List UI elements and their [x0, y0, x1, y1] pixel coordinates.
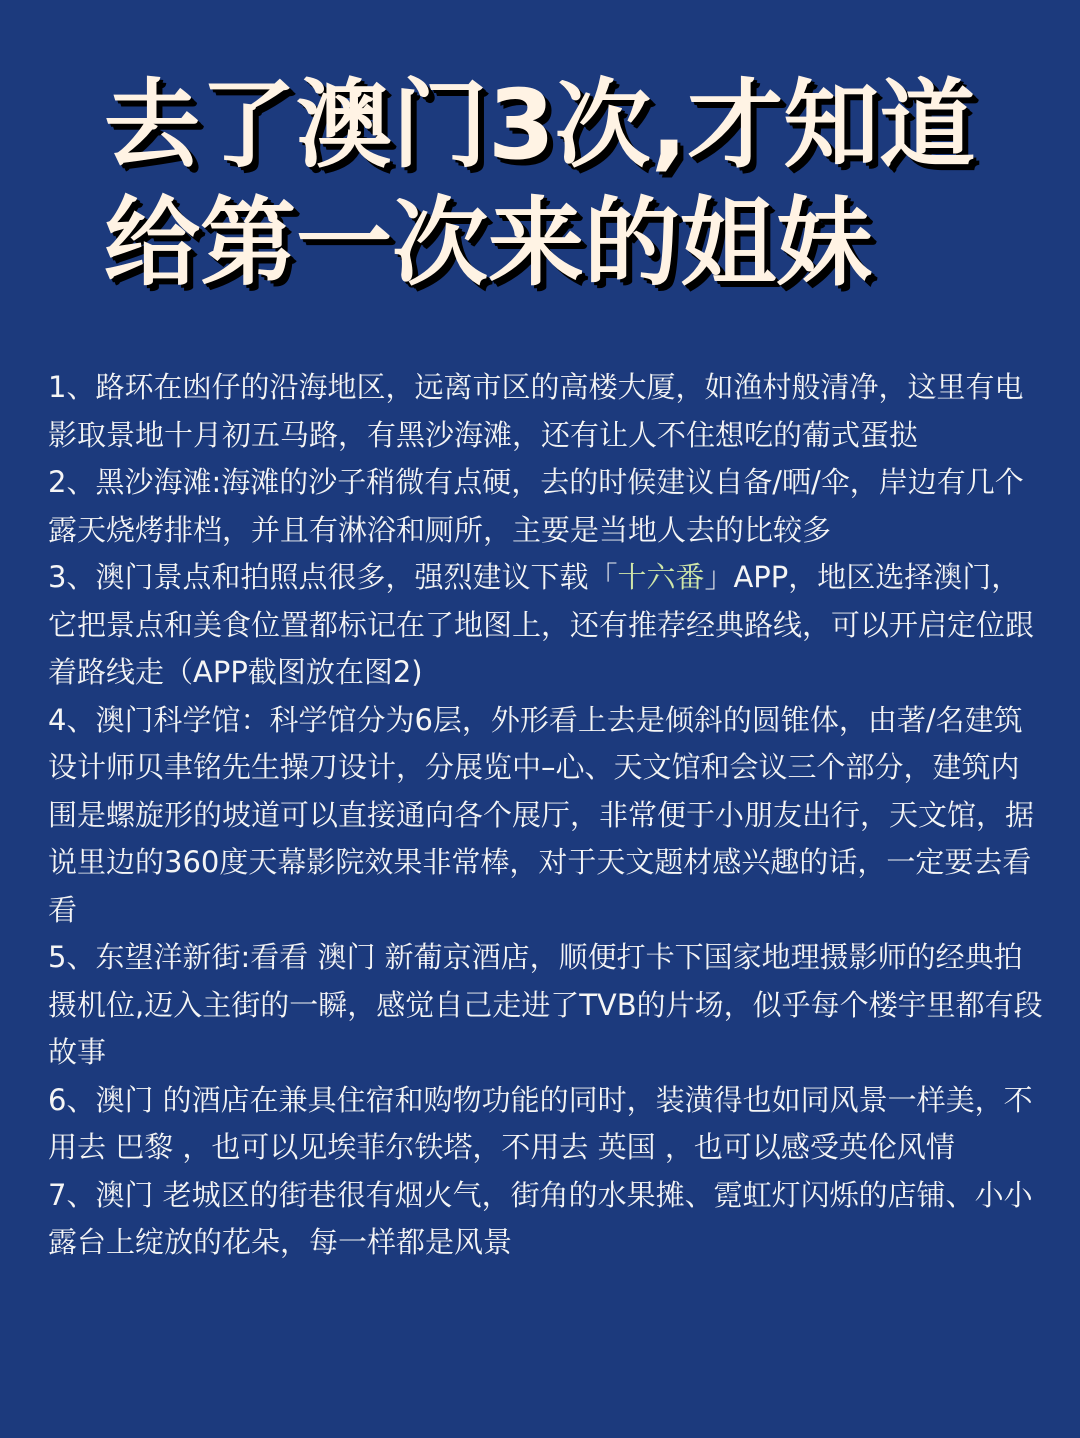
tip-item-3-text-after: 」APP，地区选择澳门，它把景点和美食位置都标记在了地图上，还有推荐经典路线，可以开启定位跟着路线走（APP截图放在图2)	[48, 560, 1035, 689]
tip-item-4: 4、澳门科学馆：科学馆分为6层，外形看上去是倾斜的圆锥体，由著/名建筑设计师贝聿铭先生操刀设计，分展览中–心、天文馆和会议三个部分，建筑内围是螺旋形的坡道可以直接通向各个展厅，非常便于小朋友出行，天文馆，据说里边的360度天幕影院效果非常棒，对于天文题材感兴趣的话，一定要去看看	[48, 702, 1035, 927]
tip-item-3	[48, 554, 1048, 697]
app-name-highlight: 十六番	[617, 560, 705, 594]
tip-item-2: 2、黑沙海滩:海滩的沙子稍微有点硬，去的时候建议自备/晒/伞，岸边有几个露天烧烤排档，并且有淋浴和厕所，主要是当地人去的比较多	[48, 465, 1024, 547]
page-title	[104, 66, 1004, 302]
tip-item-7: 7、澳门 老城区的街巷很有烟火气，街角的水果摊、霓虹灯闪烁的店铺、小小露台上绽放的花朵，每一样都是风景	[48, 1177, 1033, 1259]
tip-item-3-text-before: 3、澳门景点和拍照点很多，强烈建议下载「	[48, 560, 618, 594]
title-line-1: 去了澳门3次,才知道	[104, 69, 976, 181]
title-line-2: 给第一次来的姐妹	[104, 187, 872, 299]
tip-item-1: 1、路环在凼仔的沿海地区，远离市区的高楼大厦，如渔村般清净，这里有电影取景地十月初五马路，有黑沙海滩，还有让人不住想吃的葡式蛋挞	[48, 370, 1024, 452]
tip-item-5: 5、东望洋新街:看看 澳门 新葡京酒店，顺便打卡下国家地理摄影师的经典拍摄机位,迈入主街的一瞬，感觉自己走进了TVB的片场，似乎每个楼宇里都有段故事	[48, 940, 1043, 1069]
tip-item-6: 6、澳门 的酒店在兼具住宿和购物功能的同时，装潢得也如同风景一样美，不用去 巴黎 ，也可以见埃菲尔铁塔，不用去 英国 ，也可以感受英伦风情	[48, 1082, 1033, 1164]
tips-list	[48, 364, 1048, 1267]
